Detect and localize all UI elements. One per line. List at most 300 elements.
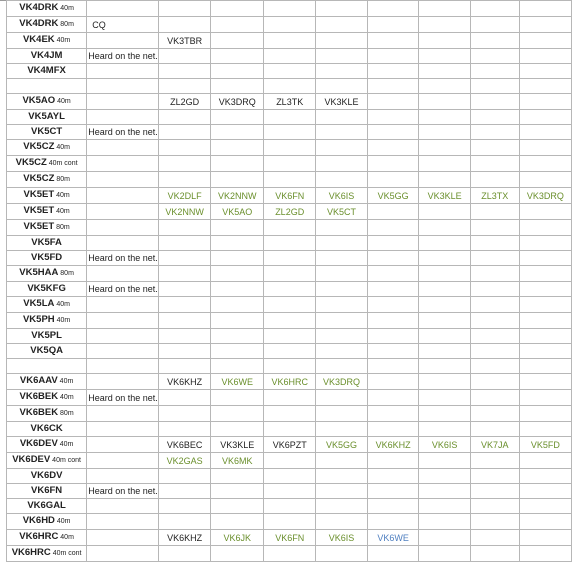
contact-cell[interactable] <box>470 17 519 33</box>
contact-cell[interactable] <box>519 469 571 484</box>
contact-cell[interactable] <box>470 499 519 514</box>
contact-cell[interactable] <box>264 251 316 266</box>
contact-cell[interactable] <box>87 204 159 220</box>
contact-cell[interactable]: VK5GG <box>367 188 419 204</box>
contact-cell[interactable]: VK6KHZ <box>367 437 419 453</box>
contact-cell[interactable] <box>158 79 211 94</box>
contact-cell[interactable] <box>264 1 316 17</box>
contact-cell[interactable]: VK6FN <box>264 530 316 546</box>
contact-cell[interactable] <box>419 530 470 546</box>
contact-cell[interactable] <box>519 282 571 297</box>
contact-cell[interactable] <box>211 125 264 140</box>
callsign-cell[interactable] <box>7 329 87 344</box>
contact-cell[interactable] <box>367 266 419 282</box>
contact-cell[interactable]: ZL2GD <box>158 94 211 110</box>
callsign-cell[interactable] <box>7 49 87 64</box>
callsign-cell[interactable] <box>7 188 87 204</box>
contact-cell[interactable] <box>316 329 368 344</box>
contact-cell[interactable] <box>367 140 419 156</box>
callsign-cell[interactable] <box>7 374 87 390</box>
contact-cell[interactable] <box>419 313 470 329</box>
contact-cell[interactable] <box>470 204 519 220</box>
contact-cell[interactable] <box>316 514 368 530</box>
contact-cell[interactable] <box>211 266 264 282</box>
contact-cell[interactable]: VK3DRQ <box>316 374 368 390</box>
contact-cell[interactable] <box>367 344 419 359</box>
contact-cell[interactable] <box>470 94 519 110</box>
contact-cell[interactable] <box>264 79 316 94</box>
note-cell[interactable] <box>87 49 159 64</box>
contact-cell[interactable] <box>519 94 571 110</box>
contact-cell[interactable] <box>316 359 368 374</box>
contact-cell[interactable]: VK6IS <box>316 530 368 546</box>
contact-cell[interactable] <box>519 220 571 236</box>
contact-cell[interactable] <box>470 313 519 329</box>
contact-cell[interactable] <box>158 344 211 359</box>
contact-cell[interactable] <box>264 484 316 499</box>
contact-cell[interactable] <box>158 514 211 530</box>
callsign-cell[interactable] <box>7 220 87 236</box>
contact-cell[interactable] <box>367 1 419 17</box>
contact-cell[interactable]: CQ <box>87 17 159 33</box>
contact-cell[interactable] <box>264 499 316 514</box>
contact-cell[interactable] <box>316 33 368 49</box>
contact-cell[interactable] <box>419 297 470 313</box>
contact-cell[interactable] <box>470 546 519 562</box>
contact-cell[interactable] <box>367 79 419 94</box>
contact-cell[interactable] <box>87 188 159 204</box>
callsign-cell[interactable] <box>7 94 87 110</box>
contact-cell[interactable] <box>470 79 519 94</box>
contact-cell[interactable]: VK6KHZ <box>158 530 211 546</box>
contact-cell[interactable] <box>211 140 264 156</box>
contact-cell[interactable] <box>470 266 519 282</box>
contact-cell[interactable]: VK3TBR <box>158 33 211 49</box>
contact-cell[interactable] <box>158 64 211 79</box>
contact-cell[interactable] <box>519 484 571 499</box>
contact-cell[interactable] <box>367 422 419 437</box>
contact-cell[interactable] <box>470 110 519 125</box>
contact-cell[interactable] <box>87 79 159 94</box>
contact-cell[interactable] <box>519 374 571 390</box>
contact-cell[interactable] <box>519 236 571 251</box>
contact-cell[interactable] <box>264 344 316 359</box>
contact-cell[interactable] <box>470 406 519 422</box>
contact-cell[interactable]: VK6MK <box>211 453 264 469</box>
contact-cell[interactable] <box>264 359 316 374</box>
contact-cell[interactable] <box>519 33 571 49</box>
contact-cell[interactable] <box>264 514 316 530</box>
contact-cell[interactable] <box>158 220 211 236</box>
contact-cell[interactable] <box>87 344 159 359</box>
contact-cell[interactable] <box>158 422 211 437</box>
contact-cell[interactable] <box>316 484 368 499</box>
callsign-cell[interactable] <box>7 546 87 562</box>
contact-cell[interactable] <box>419 282 470 297</box>
contact-cell[interactable] <box>211 499 264 514</box>
contact-cell[interactable] <box>158 469 211 484</box>
callsign-cell[interactable] <box>7 437 87 453</box>
contact-cell[interactable] <box>367 453 419 469</box>
contact-cell[interactable] <box>211 17 264 33</box>
contact-cell[interactable] <box>367 204 419 220</box>
contact-cell[interactable]: VK2NNW <box>211 188 264 204</box>
contact-cell[interactable] <box>264 469 316 484</box>
note-cell[interactable] <box>87 484 159 499</box>
contact-cell[interactable] <box>211 546 264 562</box>
contact-cell[interactable] <box>264 266 316 282</box>
contact-cell[interactable] <box>158 359 211 374</box>
contact-cell[interactable]: VK5AO <box>211 204 264 220</box>
contact-cell[interactable] <box>470 125 519 140</box>
contact-cell[interactable] <box>158 499 211 514</box>
contact-cell[interactable]: VK5GG <box>316 437 368 453</box>
contact-cell[interactable] <box>470 64 519 79</box>
contact-cell[interactable] <box>316 172 368 188</box>
contact-cell[interactable] <box>87 437 159 453</box>
contact-cell[interactable]: VK7JA <box>470 437 519 453</box>
callsign-cell[interactable] <box>7 1 87 17</box>
contact-cell[interactable] <box>367 33 419 49</box>
contact-cell[interactable] <box>158 282 211 297</box>
contact-cell[interactable] <box>419 172 470 188</box>
contact-cell[interactable]: VK2NNW <box>158 204 211 220</box>
contact-cell[interactable] <box>316 422 368 437</box>
contact-cell[interactable] <box>87 64 159 79</box>
contact-cell[interactable] <box>367 390 419 406</box>
contact-cell[interactable] <box>316 220 368 236</box>
contact-cell[interactable] <box>87 156 159 172</box>
contact-cell[interactable] <box>419 406 470 422</box>
contact-cell[interactable] <box>264 156 316 172</box>
contact-cell[interactable] <box>264 49 316 64</box>
contact-cell[interactable] <box>519 125 571 140</box>
contact-cell[interactable] <box>316 140 368 156</box>
contact-cell[interactable] <box>367 64 419 79</box>
contact-cell[interactable] <box>87 329 159 344</box>
contact-cell[interactable]: VK6IS <box>419 437 470 453</box>
contact-cell[interactable] <box>158 172 211 188</box>
note-cell[interactable] <box>87 251 159 266</box>
contact-cell[interactable] <box>519 546 571 562</box>
contact-cell[interactable] <box>519 204 571 220</box>
contact-cell[interactable] <box>264 390 316 406</box>
contact-cell[interactable] <box>367 156 419 172</box>
contact-cell[interactable] <box>519 140 571 156</box>
callsign-cell[interactable] <box>7 406 87 422</box>
contact-cell[interactable] <box>470 453 519 469</box>
contact-cell[interactable] <box>367 469 419 484</box>
callsign-cell[interactable] <box>7 33 87 49</box>
contact-cell[interactable] <box>519 499 571 514</box>
contact-cell[interactable]: VK3KLE <box>211 437 264 453</box>
contact-cell[interactable]: VK6BEC <box>158 437 211 453</box>
contact-cell[interactable] <box>158 156 211 172</box>
contact-cell[interactable] <box>419 453 470 469</box>
contact-cell[interactable] <box>419 329 470 344</box>
contact-cell[interactable] <box>419 266 470 282</box>
contact-cell[interactable] <box>470 514 519 530</box>
contact-cell[interactable] <box>419 220 470 236</box>
callsign-cell[interactable] <box>7 266 87 282</box>
contact-cell[interactable] <box>87 453 159 469</box>
contact-cell[interactable] <box>419 422 470 437</box>
contact-cell[interactable] <box>419 64 470 79</box>
contact-cell[interactable] <box>158 1 211 17</box>
contact-cell[interactable] <box>519 390 571 406</box>
contact-cell[interactable] <box>264 406 316 422</box>
note-cell[interactable] <box>87 125 159 140</box>
contact-cell[interactable]: VK6JK <box>211 530 264 546</box>
callsign-cell[interactable] <box>7 344 87 359</box>
contact-cell[interactable] <box>158 266 211 282</box>
contact-cell[interactable] <box>519 329 571 344</box>
contact-cell[interactable] <box>470 282 519 297</box>
callsign-cell[interactable] <box>7 499 87 514</box>
contact-cell[interactable] <box>519 313 571 329</box>
contact-cell[interactable] <box>316 1 368 17</box>
contact-cell[interactable] <box>470 220 519 236</box>
contact-cell[interactable] <box>87 406 159 422</box>
contact-cell[interactable] <box>367 406 419 422</box>
contact-cell[interactable] <box>470 530 519 546</box>
contact-cell[interactable] <box>211 172 264 188</box>
contact-cell[interactable] <box>158 251 211 266</box>
contact-cell[interactable] <box>470 297 519 313</box>
contact-cell[interactable] <box>211 251 264 266</box>
contact-cell[interactable] <box>470 329 519 344</box>
contact-cell[interactable] <box>519 359 571 374</box>
contact-cell[interactable] <box>419 546 470 562</box>
contact-cell[interactable] <box>316 297 368 313</box>
contact-cell[interactable] <box>419 390 470 406</box>
contact-cell[interactable] <box>264 140 316 156</box>
contact-cell[interactable] <box>470 374 519 390</box>
contact-cell[interactable] <box>264 282 316 297</box>
contact-cell[interactable] <box>158 484 211 499</box>
contact-cell[interactable] <box>264 236 316 251</box>
contact-cell[interactable]: VK3DRQ <box>519 188 571 204</box>
contact-cell[interactable] <box>158 236 211 251</box>
contact-cell[interactable]: VK6KHZ <box>158 374 211 390</box>
contact-cell[interactable] <box>367 236 419 251</box>
contact-cell[interactable] <box>316 453 368 469</box>
contact-cell[interactable]: VK5FD <box>519 437 571 453</box>
contact-cell[interactable] <box>419 33 470 49</box>
contact-cell[interactable]: ZL3TK <box>264 94 316 110</box>
contact-cell[interactable] <box>211 236 264 251</box>
contact-cell[interactable] <box>316 79 368 94</box>
contact-cell[interactable]: VK3DRQ <box>211 94 264 110</box>
callsign-cell[interactable] <box>7 110 87 125</box>
contact-cell[interactable] <box>367 282 419 297</box>
contact-cell[interactable] <box>211 422 264 437</box>
contact-cell[interactable] <box>470 236 519 251</box>
contact-cell[interactable] <box>419 79 470 94</box>
contact-cell[interactable] <box>367 220 419 236</box>
contact-cell[interactable] <box>158 49 211 64</box>
callsign-cell[interactable] <box>7 297 87 313</box>
note-cell[interactable] <box>87 390 159 406</box>
contact-cell[interactable] <box>470 49 519 64</box>
contact-cell[interactable] <box>470 469 519 484</box>
contact-cell[interactable] <box>367 125 419 140</box>
callsign-cell[interactable] <box>7 79 87 94</box>
contact-cell[interactable] <box>211 484 264 499</box>
contact-cell[interactable] <box>87 140 159 156</box>
contact-cell[interactable] <box>211 329 264 344</box>
contact-cell[interactable] <box>264 125 316 140</box>
contact-cell[interactable] <box>419 236 470 251</box>
callsign-cell[interactable] <box>7 390 87 406</box>
contact-cell[interactable] <box>316 49 368 64</box>
contact-cell[interactable] <box>211 110 264 125</box>
contact-cell[interactable] <box>87 266 159 282</box>
contact-cell[interactable]: ZL2GD <box>264 204 316 220</box>
contact-cell[interactable] <box>519 406 571 422</box>
contact-cell[interactable] <box>211 79 264 94</box>
contact-cell[interactable] <box>519 251 571 266</box>
contact-cell[interactable] <box>158 17 211 33</box>
contact-cell[interactable] <box>419 374 470 390</box>
contact-cell[interactable] <box>87 514 159 530</box>
contact-cell[interactable] <box>419 110 470 125</box>
contact-cell[interactable] <box>211 220 264 236</box>
contact-cell[interactable]: VK6PZT <box>264 437 316 453</box>
callsign-cell[interactable] <box>7 125 87 140</box>
contact-cell[interactable]: VK3KLE <box>419 188 470 204</box>
contact-cell[interactable] <box>158 110 211 125</box>
contact-cell[interactable] <box>158 329 211 344</box>
contact-cell[interactable] <box>87 1 159 17</box>
contact-cell[interactable] <box>87 94 159 110</box>
contact-cell[interactable] <box>158 313 211 329</box>
contact-cell[interactable] <box>367 374 419 390</box>
contact-cell[interactable] <box>211 49 264 64</box>
contact-cell[interactable] <box>519 79 571 94</box>
contact-cell[interactable] <box>87 469 159 484</box>
contact-cell[interactable] <box>158 546 211 562</box>
contact-cell[interactable]: VK6WE <box>367 530 419 546</box>
contact-cell[interactable] <box>211 313 264 329</box>
contact-cell[interactable] <box>470 484 519 499</box>
contact-cell[interactable] <box>316 469 368 484</box>
contact-cell[interactable] <box>87 499 159 514</box>
callsign-cell[interactable] <box>7 204 87 220</box>
callsign-cell[interactable] <box>7 172 87 188</box>
contact-cell[interactable] <box>264 64 316 79</box>
contact-cell[interactable] <box>519 64 571 79</box>
contact-cell[interactable] <box>316 313 368 329</box>
contact-cell[interactable] <box>316 251 368 266</box>
contact-cell[interactable] <box>264 453 316 469</box>
contact-cell[interactable] <box>419 499 470 514</box>
contact-cell[interactable]: ZL3TX <box>470 188 519 204</box>
contact-cell[interactable] <box>519 1 571 17</box>
contact-cell[interactable] <box>264 17 316 33</box>
contact-cell[interactable] <box>519 297 571 313</box>
contact-cell[interactable] <box>211 406 264 422</box>
contact-cell[interactable] <box>419 204 470 220</box>
contact-cell[interactable] <box>419 1 470 17</box>
contact-cell[interactable] <box>470 156 519 172</box>
contact-cell[interactable] <box>211 469 264 484</box>
contact-cell[interactable] <box>367 546 419 562</box>
contact-cell[interactable] <box>470 172 519 188</box>
contact-cell[interactable] <box>87 530 159 546</box>
contact-cell[interactable] <box>519 156 571 172</box>
contact-cell[interactable] <box>519 453 571 469</box>
contact-cell[interactable] <box>316 499 368 514</box>
contact-cell[interactable] <box>211 64 264 79</box>
callsign-cell[interactable] <box>7 514 87 530</box>
contact-cell[interactable] <box>87 33 159 49</box>
contact-cell[interactable] <box>211 390 264 406</box>
contact-cell[interactable] <box>419 359 470 374</box>
contact-cell[interactable] <box>158 140 211 156</box>
contact-cell[interactable]: VK6WE <box>211 374 264 390</box>
contact-cell[interactable] <box>158 406 211 422</box>
callsign-cell[interactable] <box>7 422 87 437</box>
contact-cell[interactable] <box>87 313 159 329</box>
contact-cell[interactable] <box>419 49 470 64</box>
contact-cell[interactable] <box>264 297 316 313</box>
contact-cell[interactable]: VK6HRC <box>264 374 316 390</box>
contact-cell[interactable] <box>367 313 419 329</box>
contact-cell[interactable] <box>419 94 470 110</box>
contact-cell[interactable] <box>158 125 211 140</box>
contact-cell[interactable] <box>87 374 159 390</box>
contact-cell[interactable] <box>419 344 470 359</box>
contact-cell[interactable] <box>367 329 419 344</box>
callsign-cell[interactable] <box>7 282 87 297</box>
contact-cell[interactable] <box>211 282 264 297</box>
contact-cell[interactable] <box>470 359 519 374</box>
contact-cell[interactable]: VK5CT <box>316 204 368 220</box>
contact-cell[interactable] <box>419 140 470 156</box>
contact-cell[interactable] <box>316 64 368 79</box>
contact-cell[interactable] <box>316 236 368 251</box>
contact-cell[interactable] <box>264 110 316 125</box>
callsign-cell[interactable] <box>7 359 87 374</box>
contact-cell[interactable] <box>470 390 519 406</box>
contact-cell[interactable] <box>87 359 159 374</box>
contact-cell[interactable] <box>470 344 519 359</box>
contact-cell[interactable] <box>264 422 316 437</box>
callsign-cell[interactable] <box>7 140 87 156</box>
contact-cell[interactable] <box>519 530 571 546</box>
contact-cell[interactable] <box>264 546 316 562</box>
callsign-cell[interactable] <box>7 530 87 546</box>
contact-cell[interactable] <box>519 17 571 33</box>
contact-cell[interactable] <box>519 344 571 359</box>
contact-cell[interactable] <box>519 49 571 64</box>
callsign-cell[interactable] <box>7 453 87 469</box>
callsign-cell[interactable] <box>7 484 87 499</box>
contact-cell[interactable] <box>211 33 264 49</box>
contact-cell[interactable] <box>367 297 419 313</box>
contact-cell[interactable] <box>470 422 519 437</box>
contact-cell[interactable] <box>419 156 470 172</box>
contact-cell[interactable] <box>367 17 419 33</box>
contact-cell[interactable] <box>211 1 264 17</box>
contact-cell[interactable] <box>367 49 419 64</box>
contact-cell[interactable] <box>264 172 316 188</box>
contact-cell[interactable] <box>87 422 159 437</box>
contact-cell[interactable] <box>470 140 519 156</box>
contact-cell[interactable] <box>519 422 571 437</box>
contact-cell[interactable] <box>316 390 368 406</box>
